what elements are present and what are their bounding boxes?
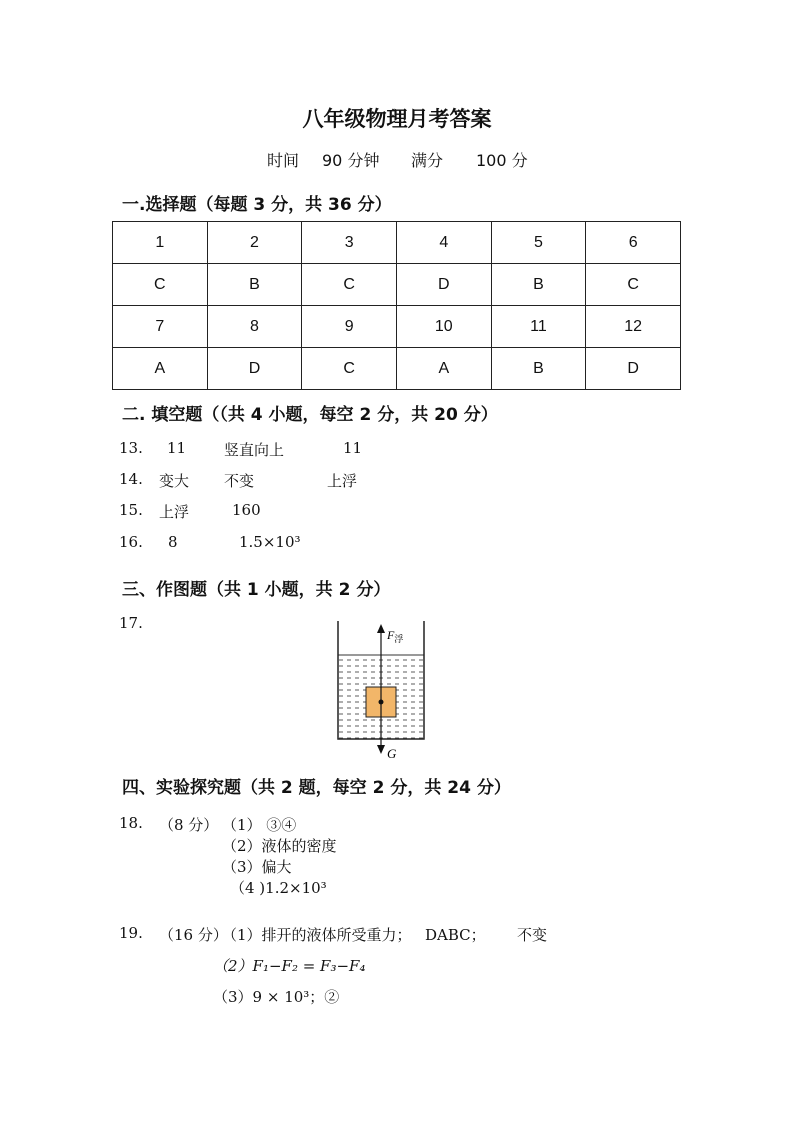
answer-value: 8 xyxy=(168,533,178,551)
table-row xyxy=(113,264,681,306)
table-cell: C xyxy=(586,264,681,306)
gravity-arrowhead xyxy=(377,745,385,754)
question-number: 16. xyxy=(119,533,143,551)
question-number: 19. xyxy=(119,924,143,942)
question-number: 17. xyxy=(119,614,143,632)
question-number: 18. xyxy=(119,814,143,832)
table-cell: C xyxy=(113,264,208,306)
table-cell: 5 xyxy=(491,222,586,264)
table-cell: D xyxy=(207,348,302,390)
score-label: 满分 xyxy=(411,151,444,170)
answer-value: （3）偏大 xyxy=(222,858,292,876)
answer-value: 不变 xyxy=(517,926,548,944)
table-cell: B xyxy=(491,348,586,390)
time-label: 时间 xyxy=(267,151,300,170)
answer-value: DABC； xyxy=(425,926,486,944)
answer-value: （4 )1.2×10³ xyxy=(230,879,327,897)
question-points: （16 分） xyxy=(159,926,228,944)
answer-value: 11 xyxy=(167,439,187,457)
answer-value: 1.5×10³ xyxy=(239,533,301,551)
question-number: 15. xyxy=(119,501,143,519)
table-cell: 7 xyxy=(113,306,208,348)
question-number: 13. xyxy=(119,439,143,457)
score-value: 100 分 xyxy=(476,151,528,170)
table-cell: 1 xyxy=(113,222,208,264)
gravity-label: G xyxy=(387,746,397,761)
answer-value: 上浮 xyxy=(327,472,358,490)
answer-value: 不变 xyxy=(224,472,255,490)
table-cell: 9 xyxy=(302,306,397,348)
buoyancy-arrowhead xyxy=(377,624,385,633)
section-heading-drawing: 三、作图题（共 1 小题，共 2 分） xyxy=(122,580,391,600)
table-cell: 2 xyxy=(207,222,302,264)
answer-formula: （2）F₁−F₂ = F₃−F₄ xyxy=(213,957,366,975)
section-heading-experiment: 四、实验探究题（共 2 题，每空 2 分，共 24 分） xyxy=(122,778,511,798)
answer-value: （1） ③④ xyxy=(222,816,297,834)
section-heading-fill: 二. 填空题（（共 4 小题，每空 2 分，共 20 分） xyxy=(122,405,498,425)
choice-answer-table xyxy=(112,221,681,390)
table-row xyxy=(113,306,681,348)
buoyancy-label: $F_浮$ xyxy=(387,628,404,644)
answer-value: （1）排开的液体所受重力； xyxy=(222,926,412,944)
table-row xyxy=(113,222,681,264)
table-cell: 3 xyxy=(302,222,397,264)
answer-value: 上浮 xyxy=(159,503,190,521)
table-cell: A xyxy=(396,348,491,390)
question-points: （8 分） xyxy=(159,816,219,834)
table-cell: 10 xyxy=(396,306,491,348)
table-row xyxy=(113,348,681,390)
answer-value: （2）液体的密度 xyxy=(222,837,337,855)
table-cell: D xyxy=(586,348,681,390)
time-value: 90 分钟 xyxy=(322,151,380,170)
buoyancy-force-diagram xyxy=(330,615,430,765)
table-cell: 8 xyxy=(207,306,302,348)
answer-value: （3）9 × 10³；② xyxy=(213,988,340,1006)
question-number: 14. xyxy=(119,470,143,488)
answer-value: 变大 xyxy=(159,472,190,490)
table-cell: 6 xyxy=(586,222,681,264)
answer-value: 160 xyxy=(232,501,261,519)
table-cell: B xyxy=(491,264,586,306)
table-cell: 12 xyxy=(586,306,681,348)
section-heading-choice: 一.选择题（每题 3 分，共 36 分） xyxy=(122,195,392,215)
table-cell: A xyxy=(113,348,208,390)
answer-value: 11 xyxy=(343,439,363,457)
table-cell: 4 xyxy=(396,222,491,264)
table-cell: C xyxy=(302,264,397,306)
page-title: 八年级物理月考答案 xyxy=(302,107,492,131)
table-cell: C xyxy=(302,348,397,390)
table-cell: B xyxy=(207,264,302,306)
answer-value: 竖直向上 xyxy=(224,441,285,459)
table-cell: 11 xyxy=(491,306,586,348)
table-cell: D xyxy=(396,264,491,306)
